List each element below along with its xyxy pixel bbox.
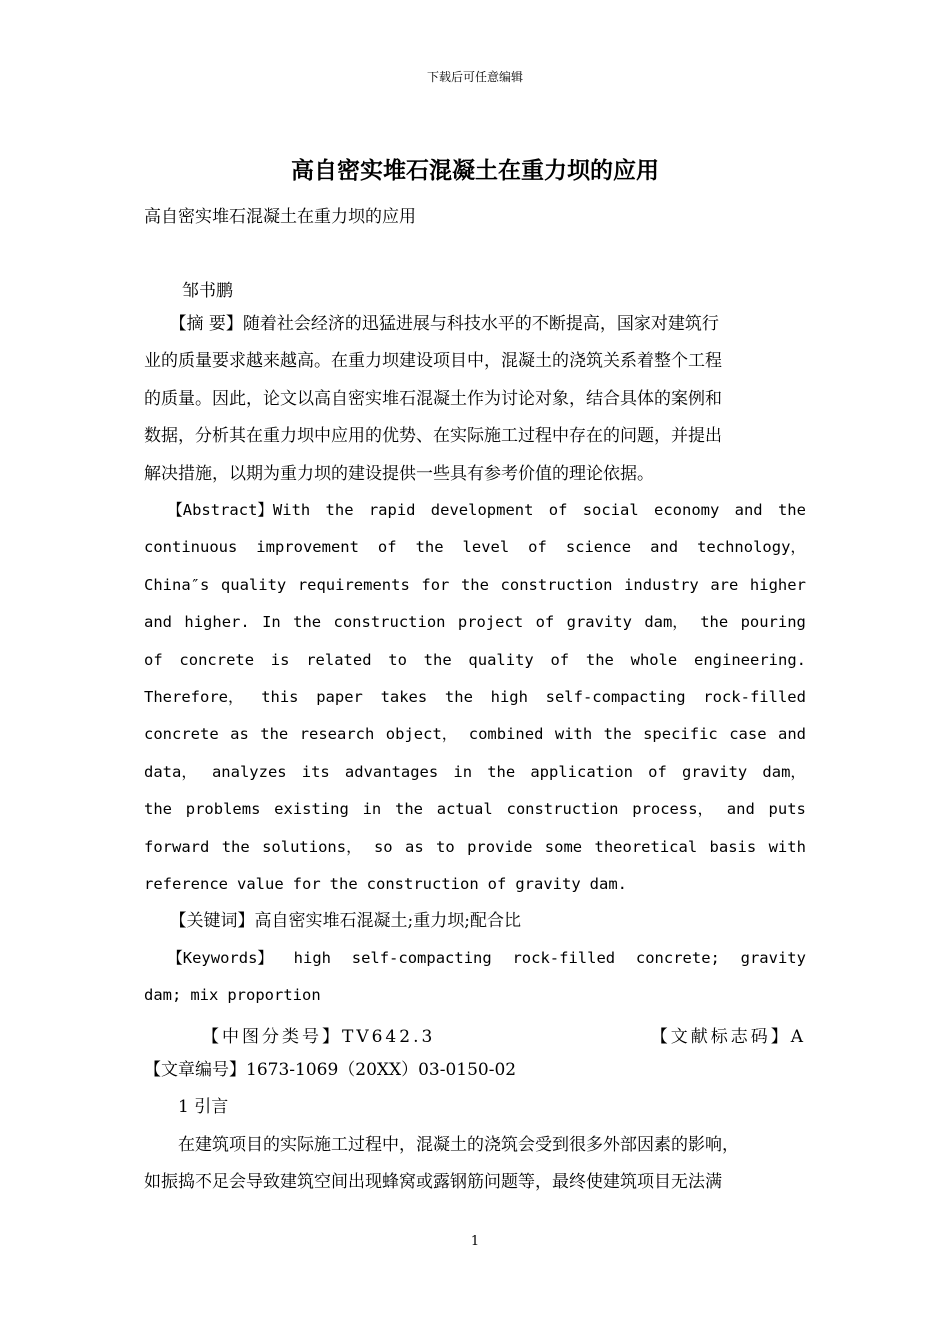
abstract-en-word: case	[729, 725, 767, 744]
abstract-en-word: of	[550, 650, 570, 669]
abstract-en-word: actual	[436, 800, 493, 819]
abstract-en-word: and	[734, 501, 763, 519]
abstract-en-word: of	[377, 538, 397, 557]
abstract-en-word: dam，	[644, 613, 688, 632]
abstract-en-word: reference	[144, 874, 228, 893]
abstract-en-word: data，	[144, 762, 197, 781]
keywords-en-word: dam;	[144, 986, 182, 1005]
article-info	[144, 1052, 806, 1202]
abstract-en-word: dam.	[589, 874, 627, 893]
abstract-en-word: of	[528, 538, 547, 557]
page-header-note: 下载后可任意编辑	[426, 70, 523, 84]
document-subtitle: 高自密实堆石混凝土在重力坝的应用	[144, 207, 416, 227]
abstract-en-line	[144, 754, 806, 791]
abstract-en-word: problems	[185, 800, 261, 819]
abstract-cn-line: 解决措施，以期为重力坝的建设提供一些具有参考价值的理论依据。	[144, 463, 654, 484]
abstract-en-word: is	[270, 650, 290, 669]
abstract-en-word: level	[462, 538, 510, 557]
abstract-chinese	[144, 306, 806, 493]
abstract-en-word: analyzes	[211, 762, 287, 781]
abstract-en-line	[144, 567, 806, 604]
abstract-en-word: are	[710, 575, 739, 594]
keywords-en-word: gravity	[740, 949, 806, 967]
abstract-en-word: value	[237, 874, 284, 893]
document-title: 高自密实堆石混凝土在重力坝的应用	[291, 157, 659, 184]
abstract-en-word: engineering.	[694, 650, 806, 669]
abstract-en-word: quality	[220, 575, 287, 594]
abstract-cn-line: 业的质量要求越来越高。在重力坝建设项目中，混凝土的浇筑关系着整个工程	[144, 351, 722, 372]
abstract-english	[144, 492, 806, 903]
keywords-en-word: 【Keywords】	[144, 949, 273, 967]
abstract-en-word: project	[457, 613, 524, 632]
abstract-en-word: the	[329, 874, 358, 893]
abstract-en-word: requirements	[297, 575, 410, 594]
keywords-en-word: mix	[190, 986, 219, 1005]
abstract-en-word: industry	[624, 575, 699, 594]
abstract-en-word: and	[777, 725, 806, 744]
classification-row	[144, 1022, 806, 1046]
abstract-en-line	[144, 866, 806, 903]
abstract-en-word: Therefore，	[144, 687, 244, 706]
abstract-en-word: theoretical	[594, 837, 698, 856]
abstract-en-word: In	[262, 613, 281, 632]
abstract-en-word: process，	[632, 800, 714, 819]
abstract-en-word: self-compacting	[545, 687, 686, 706]
abstract-en-word: so	[373, 837, 393, 856]
abstract-en-word: the	[325, 501, 354, 519]
abstract-en-word: of	[548, 501, 568, 519]
abstract-en-word: puts	[768, 800, 806, 819]
abstract-en-word: construction	[506, 800, 619, 819]
author-name: 邹书鹏	[182, 281, 233, 301]
abstract-en-word: of	[144, 650, 163, 669]
abstract-en-word: the	[487, 762, 516, 781]
abstract-en-word: quality	[468, 650, 534, 669]
abstract-en-word: social	[582, 501, 639, 519]
abstract-en-word: and	[726, 800, 755, 819]
article-number: 【文章编号】1673-1069（20XX）03-0150-02	[144, 1060, 517, 1080]
abstract-en-word: higher.	[184, 613, 250, 632]
section-heading: 1 引言	[144, 1097, 229, 1118]
abstract-en-word: to	[388, 650, 407, 669]
abstract-en-word: paper	[316, 687, 363, 706]
keywords-en-word: concrete;	[635, 949, 720, 967]
abstract-en-line	[144, 529, 806, 566]
abstract-en-word: solutions，	[262, 837, 362, 856]
keywords-en-line	[144, 940, 806, 977]
abstract-en-word: the	[394, 800, 423, 819]
abstract-en-word: and	[650, 538, 679, 557]
abstract-en-line	[144, 791, 806, 828]
abstract-en-word: the	[221, 837, 250, 856]
abstract-en-word: provide	[467, 837, 533, 856]
abstract-en-word: improvement	[256, 538, 359, 557]
abstract-en-word: of	[487, 874, 507, 893]
abstract-en-word: takes	[380, 687, 428, 706]
abstract-en-word: the	[423, 650, 452, 669]
abstract-en-word: forward	[144, 837, 210, 856]
abstract-en-word: and	[144, 613, 172, 632]
abstract-en-word: gravity	[566, 613, 632, 632]
abstract-en-word: science	[565, 538, 632, 557]
abstract-en-word: for	[421, 575, 450, 594]
abstract-en-word: some	[544, 837, 583, 856]
document-code: 【文献标志码】A	[650, 1027, 806, 1047]
abstract-en-word: the	[293, 613, 322, 632]
abstract-en-word: with	[768, 837, 806, 856]
keywords-en-word: proportion	[227, 986, 321, 1005]
abstract-en-word: with	[554, 725, 593, 744]
abstract-en-word: the	[700, 613, 729, 632]
abstract-en-word: to	[436, 837, 455, 856]
abstract-en-word: advantages	[344, 762, 439, 781]
abstract-en-word: its	[301, 762, 330, 781]
abstract-en-word: the	[777, 501, 806, 519]
keywords-en-word: rock-filled	[512, 949, 616, 967]
abstract-en-line	[144, 604, 806, 641]
abstract-en-word: in	[453, 762, 473, 781]
body-line: 如振捣不足会导致建筑空间出现蜂窝或露钢筋问题等，最终使建筑项目无法满	[144, 1172, 722, 1193]
abstract-en-word: as	[230, 725, 249, 744]
abstract-en-word: existing	[274, 800, 349, 819]
abstract-en-word: related	[306, 650, 372, 669]
abstract-en-word: the	[460, 575, 489, 594]
abstract-en-word: the	[260, 725, 289, 744]
keywords-en-line	[144, 977, 806, 1014]
abstract-en-line	[144, 492, 806, 529]
abstract-en-word: the	[415, 538, 444, 557]
abstract-en-word: in	[362, 800, 382, 819]
keywords-english	[144, 940, 806, 1015]
abstract-en-word: economy	[654, 501, 720, 519]
abstract-en-word: China″s	[144, 575, 210, 594]
abstract-en-word: gravity	[515, 874, 581, 893]
classification-number: 【中图分类号】TV642.3	[202, 1027, 436, 1047]
abstract-en-line	[144, 829, 806, 866]
abstract-en-line	[144, 679, 806, 716]
abstract-en-word: continuous	[144, 538, 238, 557]
abstract-en-word: whole	[630, 650, 678, 669]
abstract-en-word: high	[490, 687, 528, 706]
abstract-en-word: development	[430, 501, 534, 519]
abstract-en-word: dam，	[762, 762, 806, 781]
abstract-en-word: for	[292, 874, 321, 893]
abstract-en-word: the	[444, 687, 473, 706]
keywords-en-word: self-compacting	[351, 949, 492, 967]
keywords-chinese	[144, 903, 806, 940]
abstract-en-word: this	[261, 687, 299, 706]
abstract-en-word: basis	[709, 837, 757, 856]
abstract-en-word: the	[585, 650, 614, 669]
abstract-en-word: rapid	[368, 501, 416, 519]
abstract-cn-line: 【摘 要】随着社会经济的迅猛进展与科技水平的不断提高，国家对建筑行	[144, 314, 719, 334]
abstract-en-line	[144, 716, 806, 753]
keywords-cn-line: 【关键词】高自密实堆石混凝土;重力坝;配合比	[144, 911, 521, 931]
abstract-en-word: rock-filled	[703, 687, 806, 706]
abstract-en-word: construction	[500, 575, 613, 594]
abstract-en-line	[144, 642, 806, 679]
page-number: 1	[470, 1234, 480, 1249]
abstract-en-word: object，	[385, 725, 458, 744]
abstract-cn-line: 的质量。因此，论文以高自密实堆石混凝土作为讨论对象，结合具体的案例和	[144, 388, 722, 409]
keywords-en-word: high	[293, 949, 331, 967]
abstract-en-word: construction	[333, 613, 446, 632]
abstract-en-word: combined	[468, 725, 544, 744]
abstract-en-word: the	[603, 725, 632, 744]
abstract-en-word: technology，	[697, 538, 806, 557]
abstract-en-word: of	[648, 762, 667, 781]
abstract-en-word: gravity	[681, 762, 748, 781]
abstract-en-word: application	[530, 762, 633, 781]
abstract-en-word: 【Abstract】With	[144, 501, 311, 519]
abstract-en-word: higher	[749, 575, 806, 594]
abstract-cn-line: 数据，分析其在重力坝中应用的优势、在实际施工过程中存在的问题，并提出	[144, 426, 722, 447]
abstract-en-word: concrete	[144, 725, 219, 744]
abstract-en-word: construction	[366, 874, 479, 893]
abstract-en-word: as	[405, 837, 424, 856]
body-line: 在建筑项目的实际施工过程中，混凝土的浇筑会受到很多外部因素的影响，	[144, 1134, 739, 1155]
abstract-en-word: of	[535, 613, 555, 632]
abstract-en-word: specific	[643, 725, 718, 744]
abstract-en-word: concrete	[179, 650, 255, 669]
abstract-en-word: research	[299, 725, 375, 744]
abstract-en-word: pouring	[740, 613, 806, 632]
abstract-en-word: the	[144, 800, 172, 819]
